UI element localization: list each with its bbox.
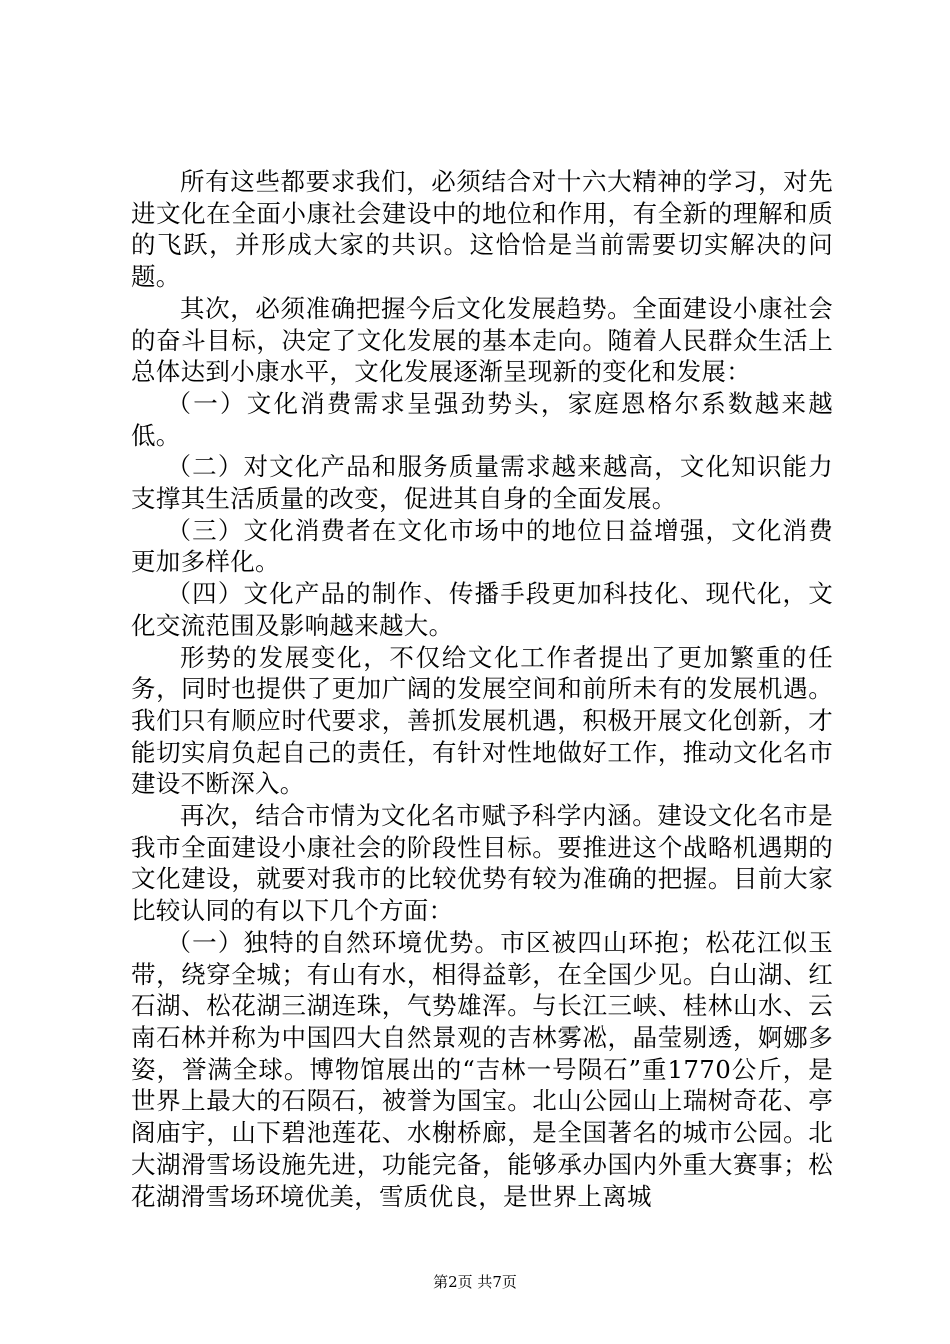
document-body [131,166,833,1212]
paragraph-consensus: 所有这些都要求我们，必须结合对十六大精神的学习，对先进文化在全面小康社会建设中的地位和作用，有全新的理解和质的飞跃，并形成大家的共识。这恰恰是当前需要切实解决的问题。 [131,167,833,292]
paragraph-development-trend: 其次，必须准确把握今后文化发展趋势。全面建设小康社会的奋斗目标，决定了文化发展的基本走向。随着人民群众生活上总体达到小康水平，文化发展逐渐呈现新的变化和发展： [131,293,833,387]
paragraph-opportunity: 形势的发展变化，不仅给文化工作者提出了更加繁重的任务，同时也提供了更加广阔的发展空间和前所未有的发展机遇。我们只有顺应时代要求，善抓发展机遇，积极开展文化创新，才能切实肩负起自己的责任，有针对性地做好工作，推动文化名市建设不断深入。 [131,642,833,799]
list-item-trend-2: （二）对文化产品和服务质量需求越来越高，文化知识能力支撑其生活质量的改变，促进其自身的全面发展。 [131,452,833,514]
list-item-trend-4: （四）文化产品的制作、传播手段更加科技化、现代化，文化交流范围及影响越来越大。 [131,579,833,640]
paragraph-city-connotation: 再次，结合市情为文化名市赋予科学内涵。建设文化名市是我市全面建设小康社会的阶段性目标。要推进这个战略机遇期的文化建设，就要对我市的比较优势有较为准确的把握。目前大家比较认同的有以下几个方面： [131,801,833,926]
list-item-natural-environment: （一）独特的自然环境优势。市区被四山环抱；松花江似玉带，绕穿全城；有山有水，相得益彰，在全国少见。白山湖、红石湖、松花湖三湖连珠，气势雄浑。与长江三峡、桂林山水、云南石林并称为中国四大自然景观的吉林雾凇，晶莹剔透，婀娜多姿，誉满全球。博物馆展出的“吉林一号陨石”重1770公斤，是世界上最大的石陨石，被誉为国宝。北山公园山上瑞树奇花、亭阁庙宇，山下碧池莲花、水榭桥廊，是全国著名的城市公园。北大湖滑雪场设施先进，功能完备，能够承办国内外重大赛事；松花湖滑雪场环境优美，雪质优良，是世界上离城 [131,927,833,1211]
list-item-trend-1: （一）文化消费需求呈强劲势头，家庭恩格尔系数越来越低。 [131,388,833,450]
page-footer: 第2页 共7页 [433,1273,517,1291]
list-item-trend-3: （三）文化消费者在文化市场中的地位日益增强，文化消费更加多样化。 [131,515,833,577]
